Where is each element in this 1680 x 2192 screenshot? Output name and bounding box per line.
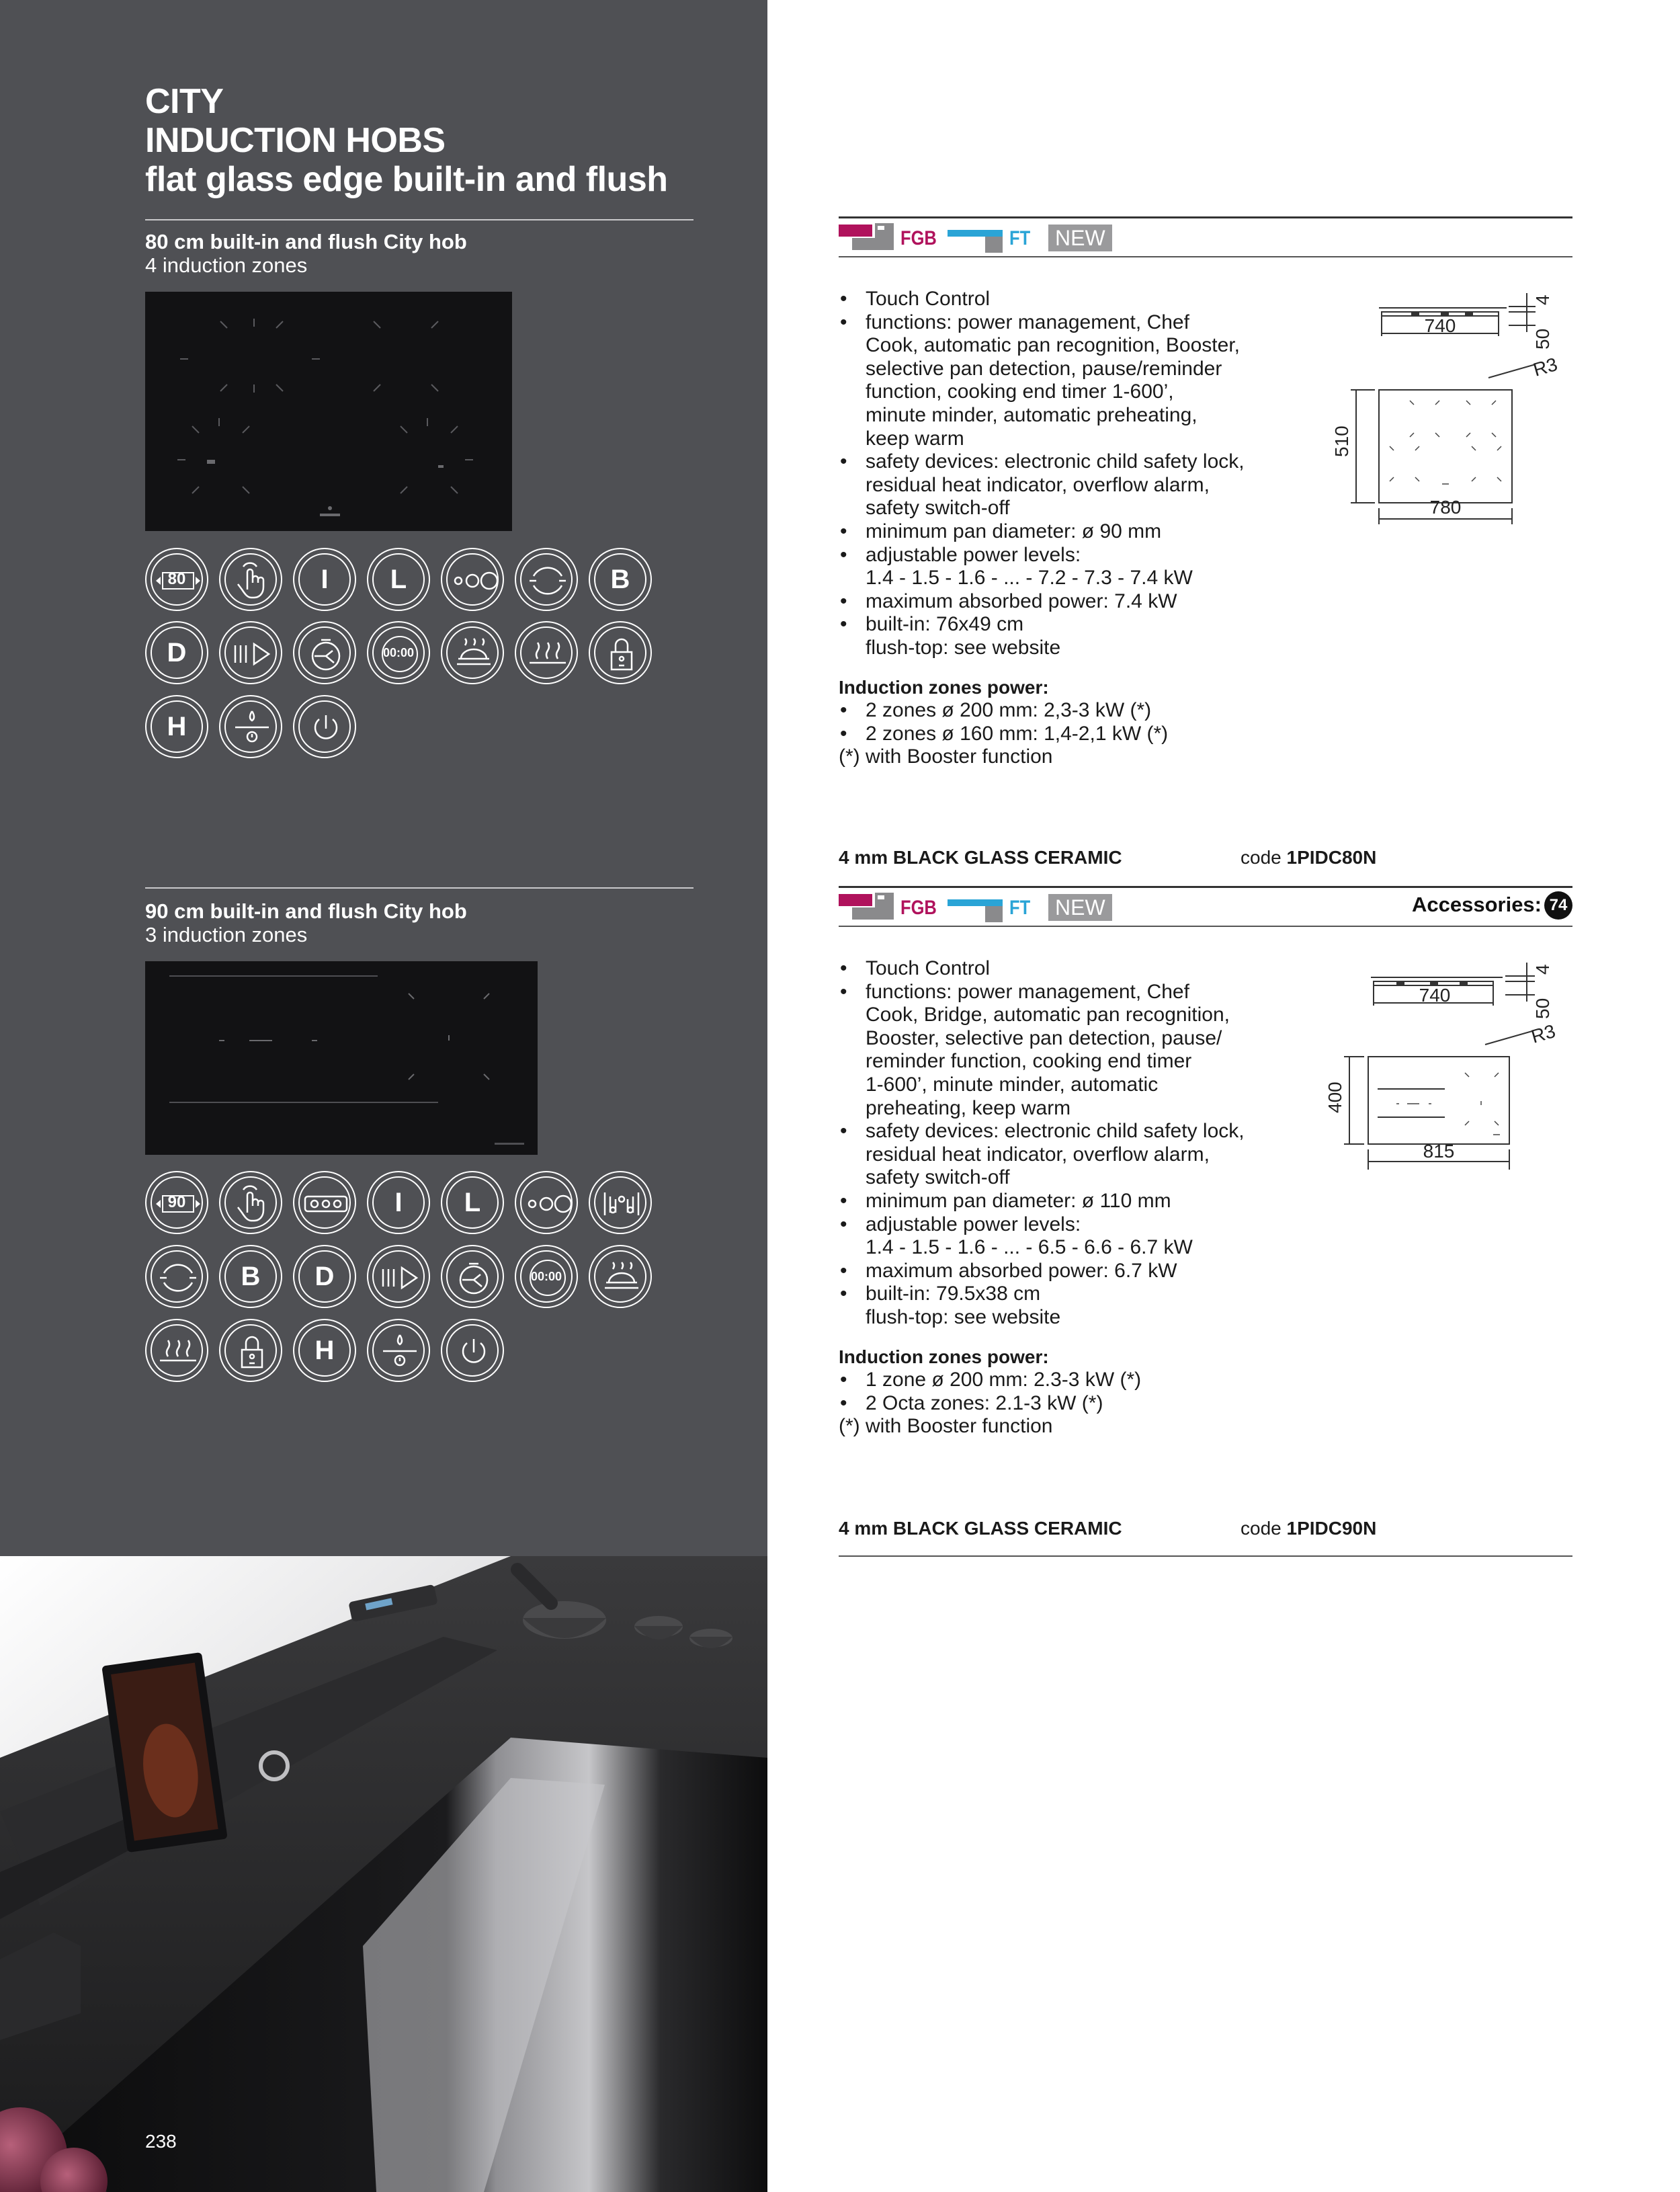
product-2-top-rule — [839, 886, 1572, 888]
power-limiter-l-icon — [367, 548, 430, 611]
material-label: 4 mm BLACK GLASS CERAMIC — [839, 847, 1122, 868]
product-2-hob-image — [145, 961, 538, 1155]
safety-switch-off-icon — [441, 1319, 504, 1382]
fgb-badge: FGB — [900, 227, 937, 249]
power-management-label: I — [394, 1187, 403, 1217]
accessories-page-badge[interactable]: 74 — [1544, 891, 1572, 920]
dim-depth: 510 — [1331, 425, 1352, 457]
product-2-dimension-drawing — [1317, 952, 1579, 1174]
page-number: 238 — [145, 2131, 177, 2152]
product-2-bottom-rule — [839, 1555, 1572, 1557]
spec-item: • maximum absorbed power: 6.7 kW — [839, 1260, 1269, 1283]
dim-radius: R3 — [1529, 1020, 1558, 1047]
product-1-badges — [839, 223, 1572, 254]
spec-item: • built-in: 79.5x38 cm flush-top: see website — [839, 1283, 1269, 1329]
section-divider — [145, 887, 694, 889]
product-1-top-rule — [839, 216, 1572, 218]
page-title-line-2: INDUCTION HOBS — [145, 121, 446, 160]
power-limiter-l-icon — [441, 1171, 504, 1234]
dim-height: 50 — [1532, 998, 1553, 1019]
product-1-subtitle: 4 induction zones — [145, 253, 308, 277]
product-1-title: 80 cm built-in and flush City hob — [145, 230, 467, 253]
product-2-subtitle: 3 induction zones — [145, 923, 308, 946]
spec-item: • minimum pan diameter: ø 90 mm — [839, 520, 1269, 544]
zone-sizes-icon — [515, 1171, 578, 1234]
product-1-dimension-drawing — [1317, 282, 1579, 524]
dim-top-width: 740 — [1419, 985, 1451, 1006]
product-1-footer — [839, 847, 1572, 868]
timer-icon — [293, 621, 356, 684]
zone-item: • 1 zone ø 200 mm: 2.3-3 kW (*) — [839, 1369, 1269, 1392]
minute-minder-label: 00:00 — [382, 645, 415, 659]
product-1-specs — [839, 288, 1269, 769]
zone-item: • 2 zones ø 200 mm: 2,3-3 kW (*) — [839, 699, 1269, 723]
touch-control-icon — [219, 1171, 282, 1234]
residual-heat-label: H — [314, 1335, 335, 1365]
residual-heat-label: H — [167, 711, 187, 741]
pan-detection-d-icon — [145, 621, 208, 684]
zones-note: (*) with Booster function — [839, 745, 1053, 768]
product-1-hob-image — [145, 292, 512, 531]
pan-recognition-icon — [145, 1245, 208, 1308]
spec-item: • adjustable power levels: 1.4 - 1.5 - 1.6 - ... - 7.2 - 7.3 - 7.4 kW — [839, 544, 1269, 590]
ft-flag-icon — [948, 899, 1005, 922]
booster-label: B — [610, 564, 630, 594]
dim-thickness: 4 — [1532, 964, 1553, 975]
new-badge: NEW — [1048, 225, 1112, 251]
zone-item: • 2 zones ø 160 mm: 1,4-2,1 kW (*) — [839, 723, 1269, 746]
ft-flag-icon — [948, 230, 1005, 253]
minute-minder-icon — [367, 621, 430, 684]
safety-switch-off-icon — [293, 695, 356, 758]
width-90-label: 90 — [167, 1193, 186, 1211]
spec-item: • functions: power management, Chef Cook, Bridge, automatic pan recognition, Booster, selective pan detection, pause/ reminder function, cooking end timer 1-600’, minute minder, automatic preheating, keep warm — [839, 981, 1269, 1121]
ft-badge: FT — [1009, 897, 1031, 919]
accessories-link[interactable]: Accessories: — [1411, 893, 1542, 916]
overflow-alarm-icon — [219, 695, 282, 758]
fgb-flag-icon — [839, 223, 896, 254]
dim-width: 780 — [1429, 497, 1462, 518]
fgb-badge: FGB — [900, 897, 937, 919]
touch-control-icon — [219, 548, 282, 611]
fgb-flag-icon — [839, 893, 896, 924]
power-management-i-icon — [367, 1171, 430, 1234]
three-zones-icon — [293, 1171, 356, 1234]
pause-play-icon — [219, 621, 282, 684]
spec-item: • built-in: 76x49 cm flush-top: see website — [839, 613, 1269, 659]
pause-play-icon — [367, 1245, 430, 1308]
dim-top-width: 740 — [1424, 315, 1456, 336]
spec-item: • safety devices: electronic child safety lock, residual heat indicator, overflow alarm, safety switch-off — [839, 1120, 1269, 1190]
keep-warm-icon — [515, 621, 578, 684]
preheating-icon — [441, 621, 504, 684]
width-80-label: 80 — [167, 570, 186, 588]
zone-item: • 2 Octa zones: 2.1-3 kW (*) — [839, 1392, 1269, 1416]
spec-item: • functions: power management, Chef Cook, automatic pan recognition, Booster, selective pan detection, pause/reminder function, cooking end timer 1-600’, minute minder, automatic preheating, keep warm — [839, 311, 1269, 451]
zones-heading: Induction zones power: — [839, 1346, 1049, 1367]
overflow-alarm-icon — [367, 1319, 430, 1382]
child-lock-icon — [589, 621, 652, 684]
timer-icon — [441, 1245, 504, 1308]
pan-recognition-icon — [515, 548, 578, 611]
material-label: 4 mm BLACK GLASS CERAMIC — [839, 1518, 1122, 1539]
kitchen-photo — [0, 1556, 767, 2192]
booster-b-icon — [219, 1245, 282, 1308]
power-limiter-label: L — [464, 1187, 481, 1217]
width-90-icon — [145, 1171, 208, 1234]
product-2-footer — [839, 1518, 1572, 1539]
product-1-header-rule — [839, 256, 1572, 257]
minute-minder-label: 00:00 — [530, 1269, 562, 1283]
spec-item: • safety devices: electronic child safety lock, residual heat indicator, overflow alarm, safety switch-off — [839, 450, 1269, 520]
spec-item: • maximum absorbed power: 7.4 kW — [839, 590, 1269, 614]
page-title-line-3: flat glass edge built-in and flush — [145, 160, 668, 199]
spec-item: • minimum pan diameter: ø 110 mm — [839, 1190, 1269, 1213]
product-2-title: 90 cm built-in and flush City hob — [145, 899, 467, 923]
product-2-badges — [839, 893, 1572, 924]
product-2-specs — [839, 957, 1269, 1438]
preheating-icon — [589, 1245, 652, 1308]
product-2-header-rule — [839, 926, 1572, 927]
power-management-i-icon — [293, 548, 356, 611]
dim-width: 815 — [1423, 1141, 1455, 1162]
zone-sizes-icon — [441, 548, 504, 611]
bridge-zone-icon — [589, 1171, 652, 1234]
child-lock-icon — [219, 1319, 282, 1382]
page-title-line-1: CITY — [145, 82, 224, 121]
ft-badge: FT — [1009, 227, 1031, 249]
dim-height: 50 — [1532, 328, 1553, 350]
spec-item: • adjustable power levels: 1.4 - 1.5 - 1.6 - ... - 6.5 - 6.6 - 6.7 kW — [839, 1213, 1269, 1260]
product-code: code 1PIDC90N — [1241, 1518, 1377, 1539]
spec-item: • Touch Control — [839, 957, 1269, 981]
pan-detection-label: D — [314, 1261, 335, 1291]
new-badge: NEW — [1048, 894, 1112, 921]
spec-item: • Touch Control — [839, 288, 1269, 311]
zones-note: (*) with Booster function — [839, 1415, 1053, 1438]
power-limiter-label: L — [390, 564, 407, 594]
width-80-icon — [145, 548, 208, 611]
section-divider — [145, 219, 694, 220]
dim-depth: 400 — [1325, 1082, 1345, 1113]
residual-heat-h-icon — [145, 695, 208, 758]
pan-detection-label: D — [167, 637, 187, 667]
zones-heading: Induction zones power: — [839, 676, 1049, 698]
product-code: code 1PIDC80N — [1241, 847, 1377, 868]
booster-b-icon — [589, 548, 652, 611]
minute-minder-icon — [515, 1245, 578, 1308]
residual-heat-h-icon — [293, 1319, 356, 1382]
dim-thickness: 4 — [1532, 294, 1553, 305]
booster-label: B — [241, 1261, 261, 1291]
power-management-label: I — [321, 564, 329, 594]
pan-detection-d-icon — [293, 1245, 356, 1308]
keep-warm-icon — [145, 1319, 208, 1382]
dim-radius: R3 — [1531, 354, 1560, 380]
